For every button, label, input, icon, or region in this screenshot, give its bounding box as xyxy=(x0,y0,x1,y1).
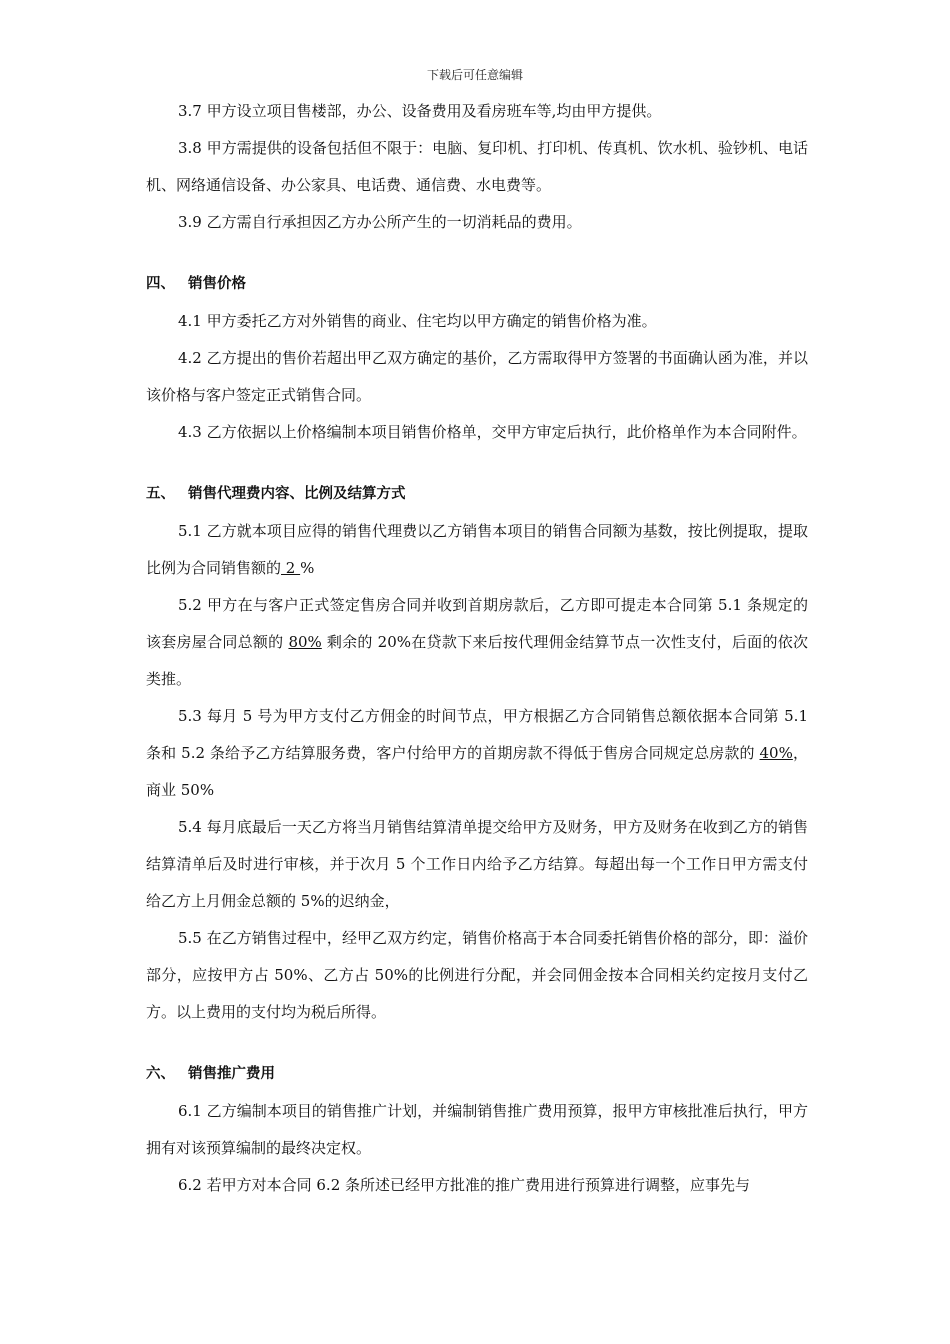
clause-4-1: 4.1 甲方委托乙方对外销售的商业、住宅均以甲方确定的销售价格为准。 xyxy=(178,312,657,330)
clause-3-8: 3.8 甲方需提供的设备包括但不限于：电脑、复印机、打印机、传真机、饮水机、验钞机、电话机、网络通信设备、办公家具、电话费、通信费、水电费等。 xyxy=(146,139,808,194)
section-6-heading xyxy=(146,1056,808,1093)
clause-5-2 xyxy=(146,587,808,698)
section-4-number: 四、 xyxy=(146,276,175,292)
section-5-number: 五、 xyxy=(146,486,175,502)
clause-5-1-text: 5.1 乙方就本项目应得的销售代理费以乙方销售本项目的销售合同额为基数，按比例提取，提取比例为合同销售额的 xyxy=(146,522,808,577)
clause-5-3-text-a: 5.3 每月 5 号为甲方支付乙方佣金的时间节点，甲方根据乙方合同销售总额依据本合同第 5.1 条和 5.2 条给予乙方结算服务费，客户付给甲方的首期房款不得低于售房合同规定总房款的 xyxy=(146,707,808,762)
first-payment-percent: 80% xyxy=(288,633,322,651)
down-payment-percent: 40% xyxy=(759,744,793,762)
clause-4-3: 4.3 乙方依据以上价格编制本项目销售价格单，交甲方审定后执行，此价格单作为本合同附件。 xyxy=(178,423,807,441)
commission-rate: 2 xyxy=(281,559,301,577)
clause-5-3-text-b: ，商业 50% xyxy=(146,744,808,799)
section-4-heading xyxy=(146,266,808,303)
page-header: 下载后可任意编辑 xyxy=(426,68,523,82)
section-5-heading xyxy=(146,476,808,513)
clause-5-2-text-a: 5.2 甲方在与客户正式签定售房合同并收到首期房款后，乙方即可提走本合同第 5.1 条规定的该套房屋合同总额的 xyxy=(146,596,808,651)
clause-3-7: 3.7 甲方设立项目售楼部，办公、设备费用及看房班车等,均由甲方提供。 xyxy=(178,102,662,120)
clause-5-1-unit: % xyxy=(300,559,315,577)
clause-5-2-text-b: 剩余的 20%在贷款下来后按代理佣金结算节点一次性支付，后面的依次类推。 xyxy=(146,633,808,688)
clause-5-5: 5.5 在乙方销售过程中，经甲乙双方约定，销售价格高于本合同委托销售价格的部分，即：溢价部分，应按甲方占 50%、乙方占 50%的比例进行分配，并会同佣金按本合同相关约定按月支付乙方。以上费用的支付均为税后所得。 xyxy=(146,929,808,1021)
clause-4-2: 4.2 乙方提出的售价若超出甲乙双方确定的基价，乙方需取得甲方签署的书面确认函为准，并以该价格与客户签定正式销售合同。 xyxy=(146,349,808,404)
clause-5-3 xyxy=(146,698,808,809)
clause-3-9: 3.9 乙方需自行承担因乙方办公所产生的一切消耗品的费用。 xyxy=(178,213,582,231)
section-6-title: 销售推广费用 xyxy=(188,1066,275,1082)
clause-5-4: 5.4 每月底最后一天乙方将当月销售结算清单提交给甲方及财务，甲方及财务在收到乙方的销售结算清单后及时进行审核，并于次月 5 个工作日内给予乙方结算。每超出每一个工作日甲方需支付给乙方上月佣金总额的 5%的迟纳金， xyxy=(146,818,808,910)
clause-6-2: 6.2 若甲方对本合同 6.2 条所述已经甲方批准的推广费用进行预算进行调整，应事先与 xyxy=(178,1176,751,1194)
document-body xyxy=(146,93,808,1204)
clause-5-1 xyxy=(146,513,808,587)
section-4-title: 销售价格 xyxy=(188,276,246,292)
section-6-number: 六、 xyxy=(146,1066,175,1082)
section-5-title: 销售代理费内容、比例及结算方式 xyxy=(188,486,406,502)
clause-6-1: 6.1 乙方编制本项目的销售推广计划，并编制销售推广费用预算，报甲方审核批准后执行，甲方拥有对该预算编制的最终决定权。 xyxy=(146,1102,808,1157)
